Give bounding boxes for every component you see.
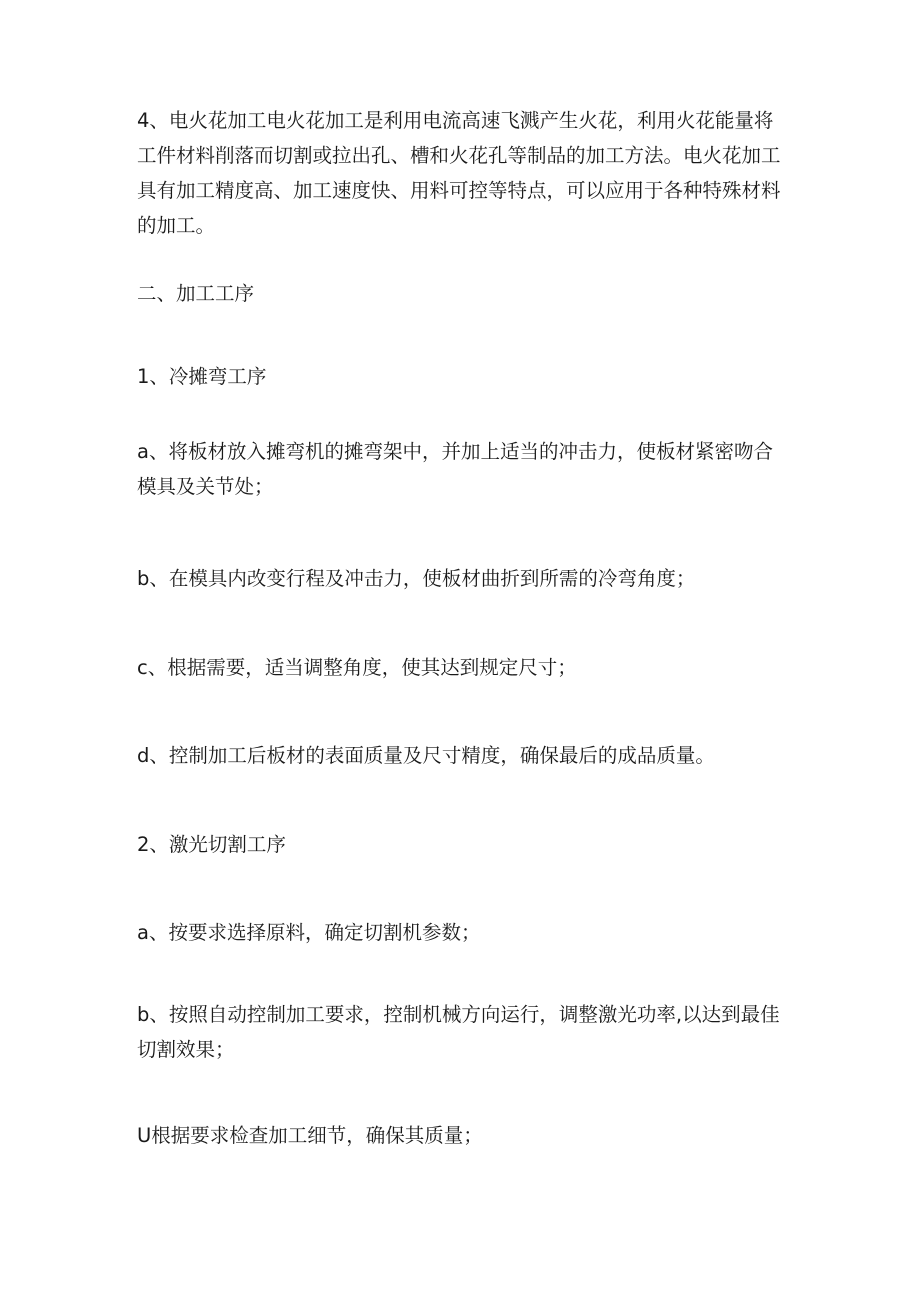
- paragraph-laser-cutting-b: b、按照自动控制加工要求，控制机械方向运行，调整激光功率,以达到最佳切割效果；: [137, 1003, 780, 1061]
- heading-processing-procedures: 二、加工工序: [137, 282, 255, 305]
- paragraph-cold-bending-b: b、在模具内改变行程及冲击力，使板材曲折到所需的冷弯角度；: [137, 567, 696, 590]
- paragraph-cold-bending-a: a、将板材放入摊弯机的摊弯架中，并加上适当的冲击力，使板材紧密吻合模具及关节处；: [137, 440, 773, 498]
- paragraph-laser-cutting-c: U根据要求检查加工细节，确保其质量；: [137, 1124, 483, 1147]
- heading-cold-bending: 1、冷摊弯工序: [137, 365, 267, 388]
- paragraph-laser-cutting-a: a、按要求选择原料，确定切割机参数；: [137, 921, 481, 944]
- paragraph-cold-bending-d: d、控制加工后板材的表面质量及尺寸精度，确保最后的成品质量。: [137, 744, 715, 767]
- paragraph-cold-bending-c: c、根据需要，适当调整角度，使其达到规定尺寸；: [137, 656, 577, 679]
- paragraph-edm-machining: 4、电火花加工电火花加工是利用电流高速飞溅产生火花，利用火花能量将工件材料削落而切割或拉出孔、槽和火花孔等制品的加工方法。电火花加工具有加工精度高、加工速度快、用料可控等特点，可以应用于各种特殊材料的加工。: [137, 109, 781, 237]
- heading-laser-cutting: 2、激光切割工序: [137, 833, 286, 856]
